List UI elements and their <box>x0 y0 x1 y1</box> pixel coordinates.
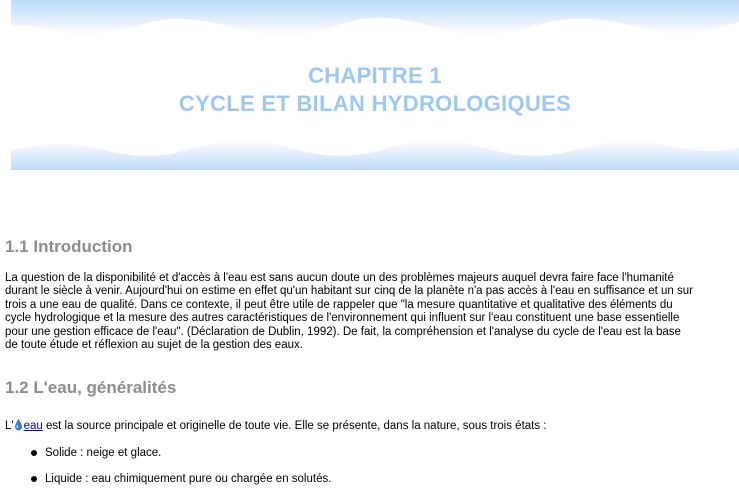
bullet-icon <box>31 450 37 456</box>
chapter-number: CHAPITRE 1 <box>308 63 442 88</box>
paragraph-line: pour une gestion efficace de l'eau". (Déclaration de Dublin, 1992). De fait, la compréhension et l'analyse du cycle de l'eau est la base <box>5 325 681 338</box>
list-item <box>45 446 161 460</box>
paragraph-line: durant le siècle à venir. Aujourd'hui on estime en effet qu'un habitant sur cinq de la planète n'a pas accès à l'eau en suffisance et un sur <box>5 285 693 298</box>
paragraph-line: La question de la disponibilité et d'accès à l'eau est sans aucun doute un des problèmes majeurs auquel devra faire face l'humanité <box>5 272 674 284</box>
section-heading-generalites: 1.2 L'eau, généralités <box>5 378 177 397</box>
paragraph-line: de toute étude et réflexion au sujet de la gestion des eaux. <box>5 339 303 352</box>
list-item-text: Solide : neige et glace. <box>45 447 162 459</box>
intro-line <box>5 418 739 433</box>
eau-intro-paragraph <box>5 418 739 433</box>
water-drop-icon <box>14 418 23 431</box>
eau-link[interactable]: eau <box>23 420 43 432</box>
bottom-wave <box>11 140 739 170</box>
intro-rest: est la source principale et originelle de toute vie. Elle se présente, dans la nature, sous trois états : <box>42 420 547 432</box>
paragraph-line: cycle hydrologique et la mesure des autres caractéristiques de l'environnement qui influent sur l'eau constituent une base essentielle <box>5 312 680 325</box>
list-item <box>45 472 331 486</box>
top-wave <box>11 0 739 36</box>
list-item-text: Liquide : eau chimiquement pure ou chargée en solutés. <box>45 473 332 485</box>
chapter-name: CYCLE ET BILAN HYDROLOGIQUES <box>178 91 572 116</box>
chapter-title <box>11 62 739 118</box>
bullet-icon <box>31 476 37 482</box>
section-heading-introduction: 1.1 Introduction <box>5 237 133 256</box>
intro-prefix: L' <box>5 420 14 432</box>
paragraph-line: trois a une eau de qualité. Dans ce contexte, il peut être utile de rappeler que "la mesure quantitative et qualitative des éléments du <box>5 298 673 311</box>
introduction-paragraph <box>5 272 739 352</box>
